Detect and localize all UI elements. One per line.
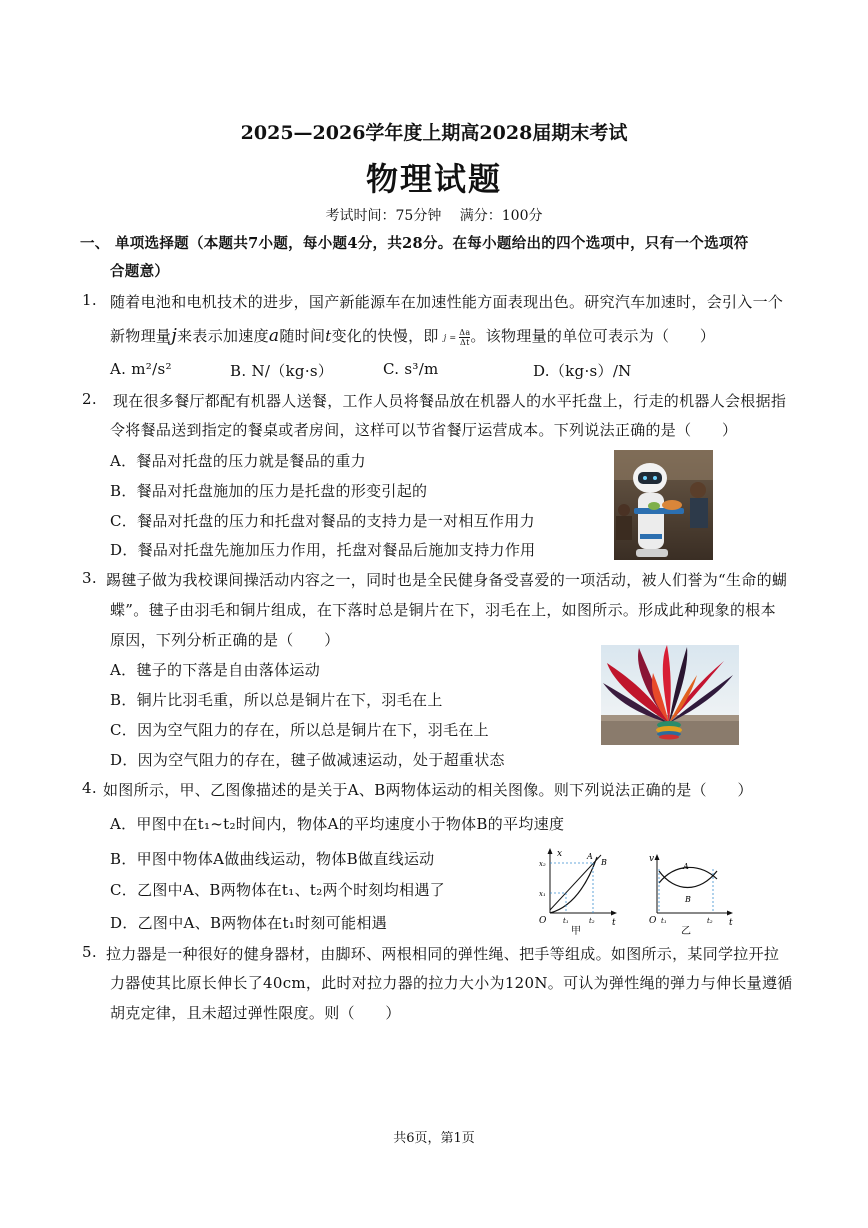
option-a[interactable]: A．甲图中在t₁~t₂时间内，物体A的平均速度小于物体B的平均速度 [110,815,565,833]
symbol-t: t [325,327,332,345]
t1-label: t₁ [563,917,569,925]
question-text: 拉力器是一种很好的健身器材，由脚环、两根相同的弹性绳、把手等组成。如图所示，某同学拉开拉 [106,945,780,963]
graph-jia [535,845,620,935]
section-heading: 一、 单项选择题（本题共7小题，每小题4分，共28分。在每小题给出的四个选项中，只有一个选项符 [80,235,749,252]
text-run: 随时间 [279,327,326,345]
option-c[interactable]: C. s³/m [383,360,439,378]
robot-waiter-image [614,450,713,560]
t1-label: t₁ [661,917,667,925]
question-text: 踢毽子做为我校课间操活动内容之一，同时也是全民健身备受喜爱的一项活动，被人们誉为“生命的蝴 [106,571,788,589]
page-footer: 共6页，第1页 [393,1131,475,1146]
question-text: 胡克定律，且未超过弹性限度。则（ ） [110,1004,401,1022]
y-axis-arrow [548,848,553,854]
y-axis-label: x [557,849,563,859]
option-c[interactable]: C．因为空气阻力的存在，所以总是铜片在下，羽毛在上 [110,721,489,739]
x-axis-arrow [727,911,733,916]
curve-a-label: A [683,862,689,871]
x2-label: x₂ [539,860,546,868]
question-number: 1. [82,291,97,309]
symbol-a: a [268,326,280,346]
t2-label: t₂ [589,917,595,925]
text-run: 。该物理量的单位可表示为（ ） [470,327,716,345]
x1-label: x₁ [539,890,546,898]
formula-numerator: Δa [459,327,471,337]
line-b-label: B [601,858,607,867]
question-number: 3. [82,569,97,587]
curve-b-label: B [685,895,691,904]
text-run: 新物理量 [110,327,172,345]
option-d[interactable]: D.（kg·s）/N [533,362,632,380]
y-axis-label: v [649,854,655,864]
shuttlecock-image [601,645,739,745]
exam-title: 物理试题 [365,160,502,198]
text-run: 来表示加速度 [177,327,269,345]
t2-label: t₂ [707,917,713,925]
graph-caption: 甲 [571,926,581,935]
curve-b [659,871,717,888]
option-a[interactable]: A. m²/s² [110,360,172,378]
formula-denominator: Δt [460,337,470,347]
option-b[interactable]: B．铜片比羽毛重，所以总是铜片在下，羽毛在上 [110,691,443,709]
formula [444,328,471,347]
question-number: 5. [82,943,97,961]
curve-a-label: A [587,852,593,861]
x-axis-arrow [611,911,617,916]
option-d[interactable]: D．乙图中A、B两物体在t₁时刻可能相遇 [110,914,387,932]
option-d[interactable]: D．因为空气阻力的存在，毽子做减速运动，处于超重状态 [110,751,505,769]
question-text: 随着电池和电机技术的进步，国产新能源车在加速性能方面表现出色。研究汽车加速时，会引入一个 [110,293,784,311]
question-text: 现在很多餐厅都配有机器人送餐，工作人员将餐品放在机器人的水平托盘上，行走的机器人会根据指 [113,392,787,410]
origin-label: O [539,916,547,926]
question-text: 力器使其比原长伸长了40cm，此时对拉力器的拉力大小为120N。可认为弹性绳的弹力与伸长量遵循 [110,974,793,992]
question-text [110,325,715,347]
x-axis-label: t [729,918,733,928]
option-b[interactable]: B．甲图中物体A做曲线运动，物体B做直线运动 [110,850,435,868]
question-text: 蝶”。毽子由羽毛和铜片组成，在下落时总是铜片在下，羽毛在上，如图所示。形成此种现象的根本 [110,601,776,619]
question-number: 4. [82,779,97,797]
question-text: 原因，下列分析正确的是（ ） [110,631,340,649]
question-text: 如图所示，甲、乙图像描述的是关于A、B两物体运动的相关图像。则下列说法正确的是（ ） [103,781,753,799]
option-b[interactable]: B．餐品对托盘施加的压力是托盘的形变引起的 [110,482,428,500]
option-a[interactable]: A．毽子的下落是自由落体运动 [110,661,321,679]
exam-header: 2025—2026学年度上期高2028届期末考试 [240,122,628,144]
origin-label: O [649,916,657,926]
option-d[interactable]: D．餐品对托盘先施加压力作用，托盘对餐品后施加支持力作用 [110,541,536,559]
symbol-j: j [171,325,178,346]
formula-lhs: j = [443,332,457,342]
section-heading-cont: 合题意） [110,263,170,280]
graph-caption: 乙 [681,926,691,935]
option-a[interactable]: A．餐品对托盘的压力就是餐品的重力 [110,452,366,470]
x-axis-label: t [612,918,616,928]
graph-yi [645,845,740,935]
y-axis-arrow [655,854,660,860]
exam-info: 考试时间：75分钟 满分：100分 [325,208,543,224]
option-c[interactable]: C．乙图中A、B两物体在t₁、t₂两个时刻均相遇了 [110,881,445,899]
option-b[interactable]: B. N/（kg·s） [230,362,334,380]
question-text: 令将餐品送到指定的餐桌或者房间，这样可以节省餐厅运营成本。下列说法正确的是（ ） [110,421,738,439]
question-number: 2. [82,390,97,408]
option-c[interactable]: C．餐品对托盘的压力和托盘对餐品的支持力是一对相互作用力 [110,512,535,530]
text-run: 变化的快慢，即 [331,327,439,345]
